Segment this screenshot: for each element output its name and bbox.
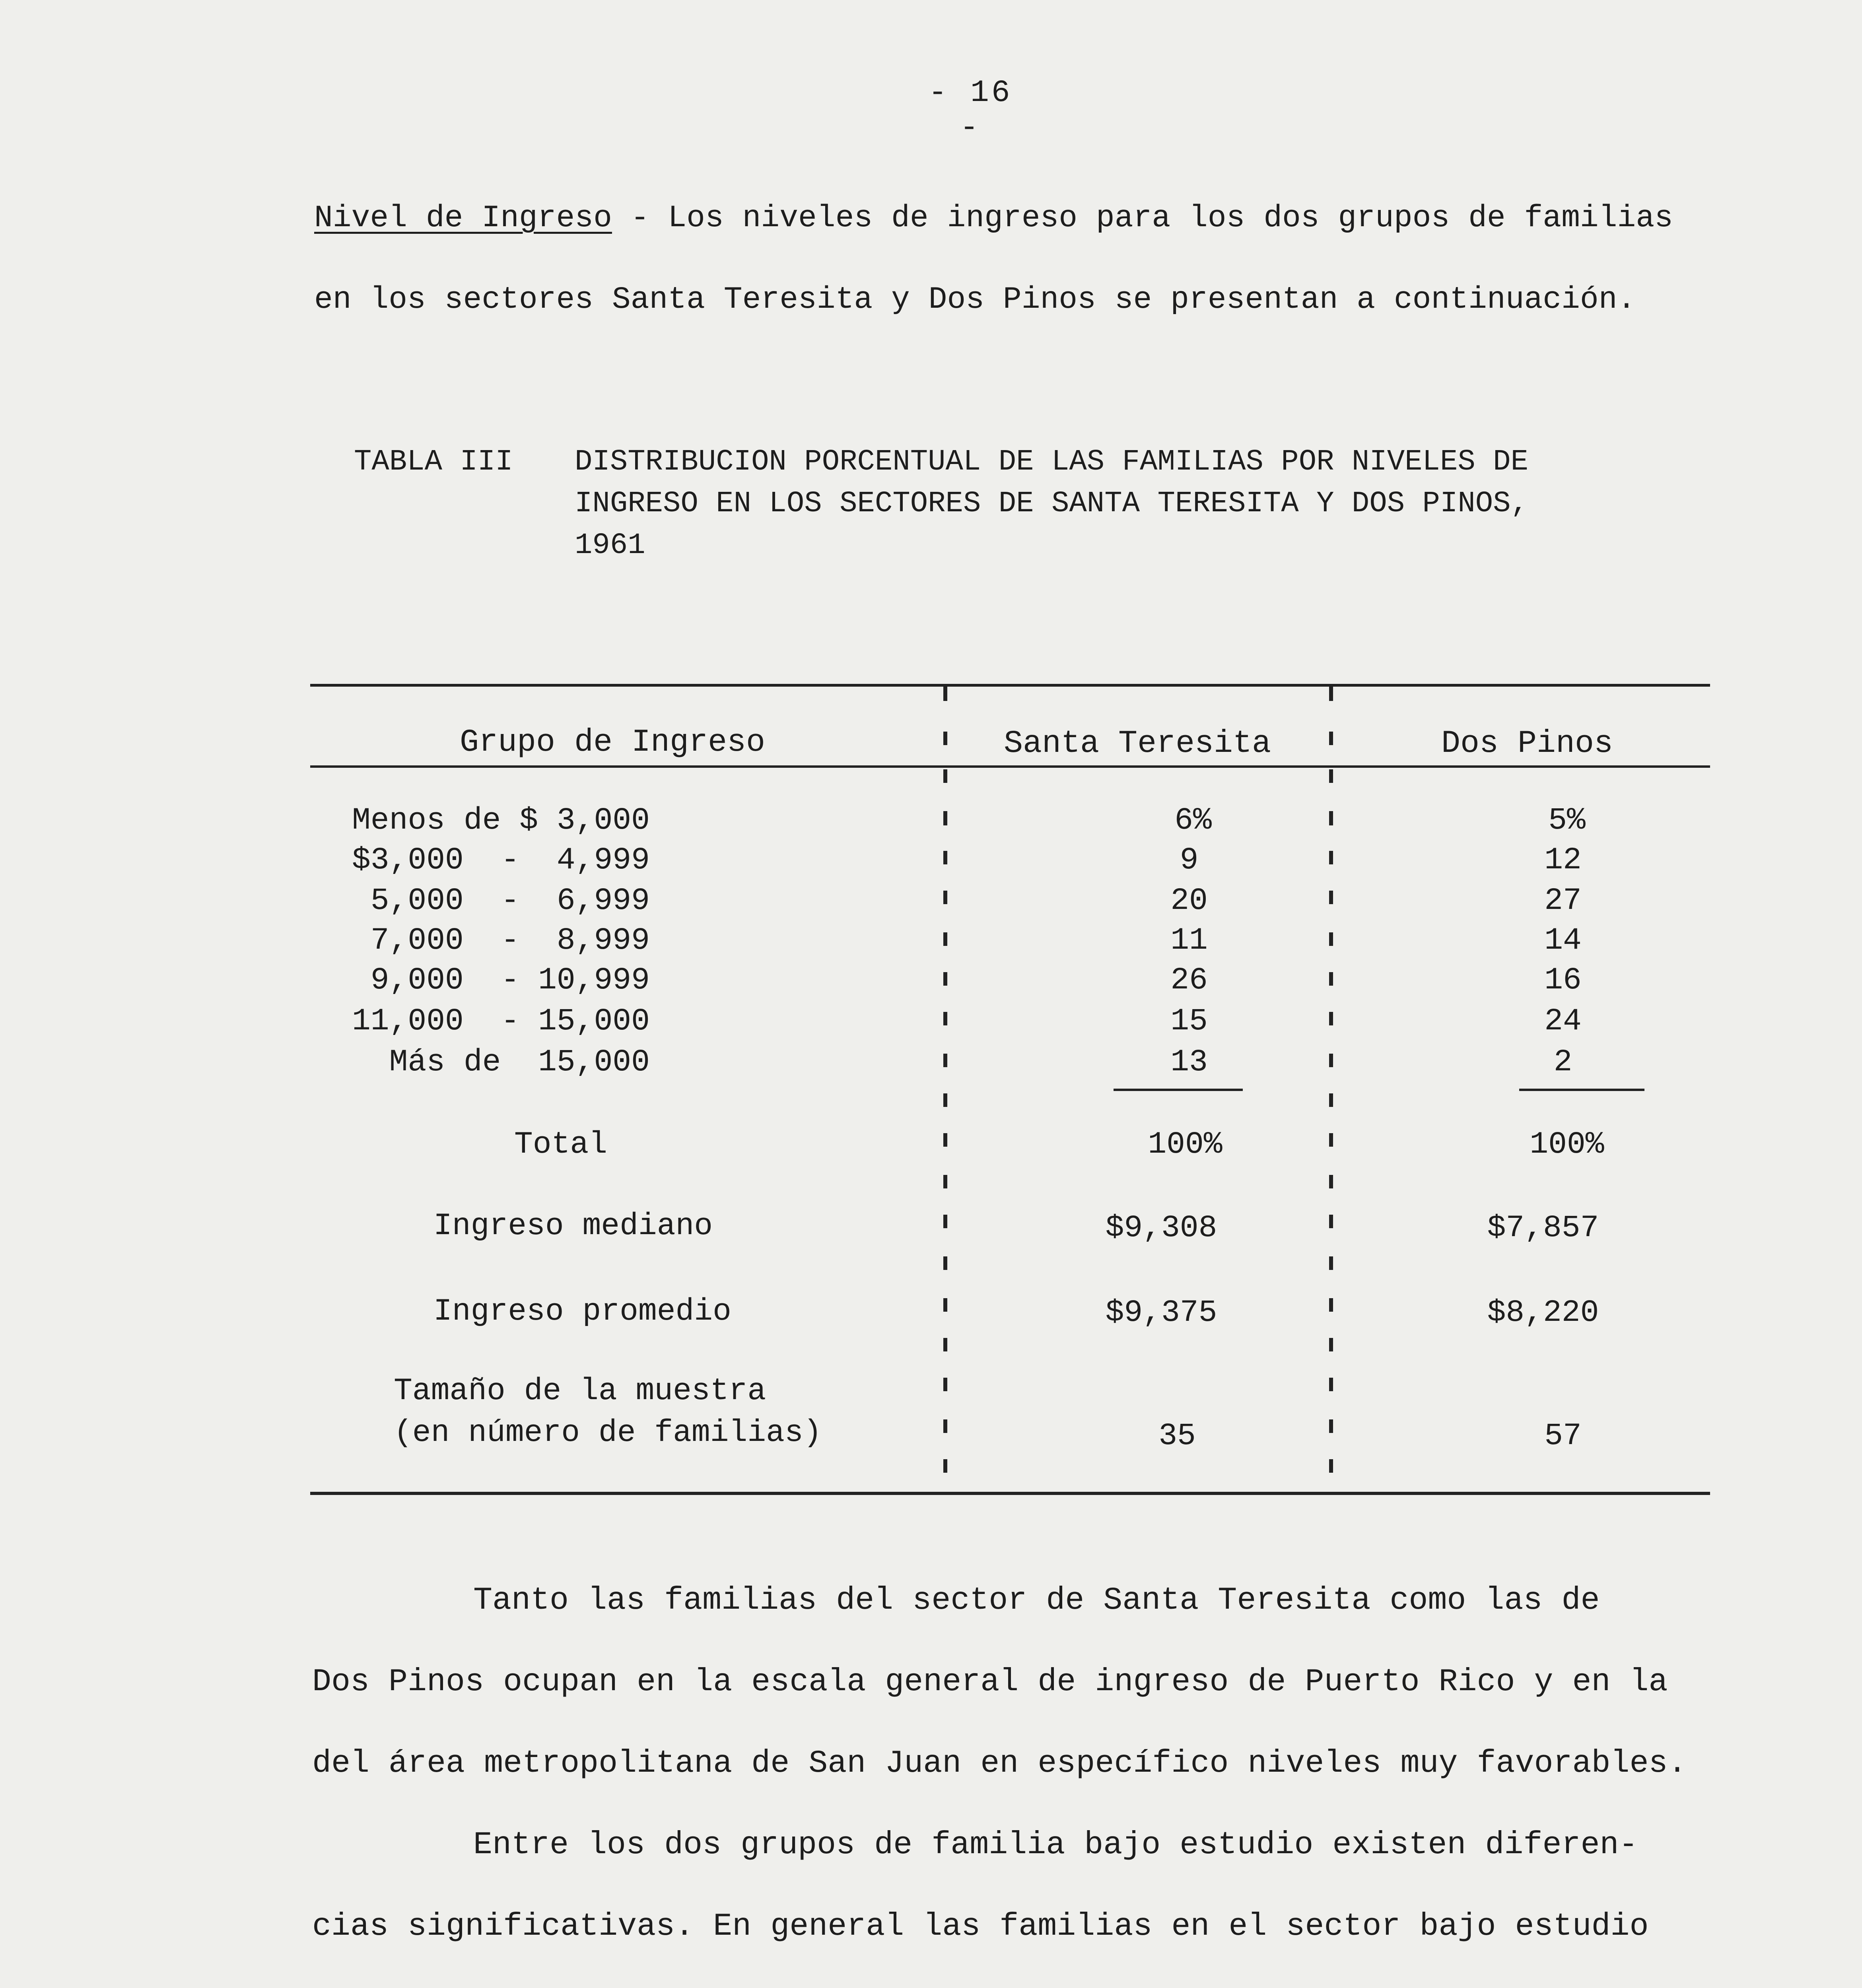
intro-line-1-text: - Los niveles de ingreso para los dos grupos de familias xyxy=(612,201,1673,236)
income-group-label: 7,000 - 8,999 xyxy=(352,923,650,958)
table-caption-line-2: INGRESO EN LOS SECTORES DE SANTA TERESITA Y DOS PINOS, xyxy=(575,487,1528,520)
dos-pinos-sum-underline xyxy=(1519,1089,1644,1091)
table-label: TABLA III xyxy=(354,445,513,479)
dos-pinos-mean: $8,220 xyxy=(1487,1295,1599,1330)
dos-pinos-value: 24 xyxy=(1544,1004,1582,1039)
dos-pinos-value: 5% xyxy=(1548,803,1586,838)
table-header-rule xyxy=(310,765,1710,768)
paragraph-line: Entre los dos grupos de familia bajo estudio existen diferen- xyxy=(473,1827,1638,1863)
header-santa-teresita: Santa Teresita xyxy=(1003,726,1271,762)
santa-teresita-value: 15 xyxy=(1170,1004,1208,1039)
total-label: Total xyxy=(514,1127,608,1162)
table-top-rule xyxy=(310,684,1710,687)
income-group-label: 5,000 - 6,999 xyxy=(352,883,650,918)
table-caption-line-1: DISTRIBUCION PORCENTUAL DE LAS FAMILIAS POR NIVELES DE xyxy=(575,445,1528,479)
santa-teresita-median: $9,308 xyxy=(1105,1211,1217,1246)
dos-pinos-value: 12 xyxy=(1544,843,1582,878)
paragraph-line: cias significativas. En general las familias en el sector bajo estudio xyxy=(312,1908,1649,1945)
section-heading: Nivel de Ingreso xyxy=(314,201,612,236)
paragraph-line: Tanto las familias del sector de Santa Teresita como las de xyxy=(473,1582,1600,1619)
santa-teresita-sum-underline xyxy=(1114,1089,1243,1091)
intro-line-2: en los sectores Santa Teresita y Dos Pinos se presentan a continuación. xyxy=(314,282,1636,317)
santa-teresita-value: 20 xyxy=(1170,883,1208,918)
dos-pinos-value: 16 xyxy=(1544,963,1582,998)
dos-pinos-median: $7,857 xyxy=(1487,1211,1599,1246)
income-group-label: $3,000 - 4,999 xyxy=(352,843,650,878)
dos-pinos-value: 14 xyxy=(1544,923,1582,958)
santa-teresita-value: 9 xyxy=(1180,843,1199,878)
mean-income-label: Ingreso promedio xyxy=(433,1294,731,1329)
dos-pinos-sample: 57 xyxy=(1544,1419,1582,1454)
paragraph-line: Dos Pinos ocupan en la escala general de ingreso de Puerto Rico y en la xyxy=(312,1664,1668,1700)
santa-teresita-value: 13 xyxy=(1170,1045,1208,1080)
sample-size-label-1: Tamaño de la muestra xyxy=(394,1374,766,1409)
income-group-label: 9,000 - 10,999 xyxy=(352,963,650,998)
median-income-label: Ingreso mediano xyxy=(433,1209,713,1244)
paragraph-line: del área metropolitana de San Juan en específico niveles muy favorables. xyxy=(312,1745,1687,1782)
intro-line-1 xyxy=(314,201,1794,236)
santa-teresita-value: 11 xyxy=(1170,923,1208,958)
santa-teresita-value: 26 xyxy=(1170,963,1208,998)
santa-teresita-mean: $9,375 xyxy=(1105,1295,1217,1330)
dos-pinos-value: 27 xyxy=(1544,883,1582,918)
header-income-group: Grupo de Ingreso xyxy=(459,724,766,761)
table-caption-line-3: 1961 xyxy=(575,529,645,562)
income-group-label: Más de 15,000 xyxy=(352,1045,650,1080)
sample-size-label-2: (en número de familias) xyxy=(394,1415,822,1450)
page-number: - 16 - xyxy=(928,76,1013,146)
dos-pinos-value: 2 xyxy=(1553,1045,1572,1080)
income-group-label: 11,000 - 15,000 xyxy=(352,1004,650,1039)
santa-teresita-total: 100% xyxy=(1148,1127,1223,1162)
santa-teresita-sample: 35 xyxy=(1158,1419,1196,1454)
dos-pinos-total: 100% xyxy=(1530,1127,1604,1162)
header-dos-pinos: Dos Pinos xyxy=(1441,726,1613,762)
table-bottom-rule xyxy=(310,1492,1710,1495)
santa-teresita-value: 6% xyxy=(1174,803,1212,838)
income-group-label: Menos de $ 3,000 xyxy=(352,803,650,838)
